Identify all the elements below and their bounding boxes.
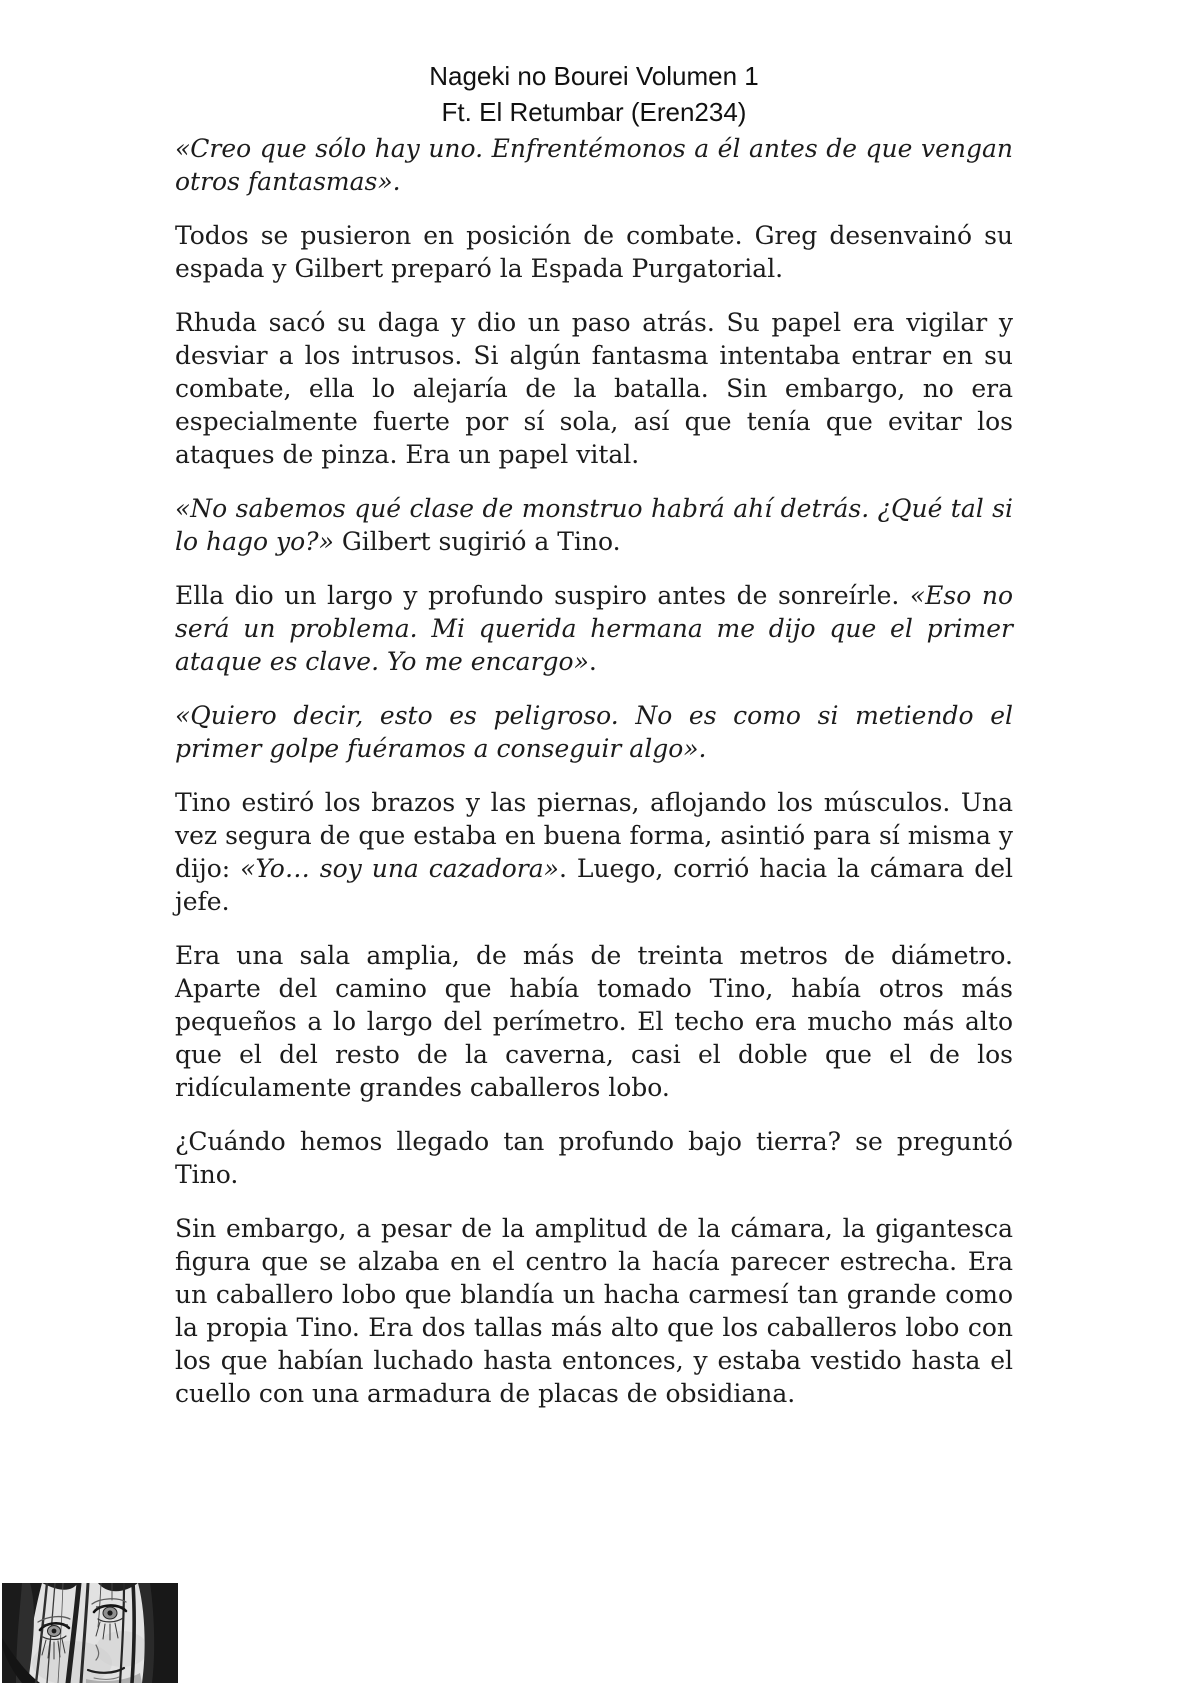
dialogue-text: «Creo que sólo hay uno. Enfrentémonos a él antes de que vengan otros fantasmas».: [175, 134, 1013, 196]
narration-text: ¿Cuándo hemos llegado tan profundo bajo tierra? se preguntó Tino.: [175, 1127, 1013, 1189]
narration-text: Sin embargo, a pesar de la amplitud de la cámara, la gigantesca figura que se alzaba en el centro la hacía parecer estrecha. Era un caballero lobo que blandía un hacha carmesí tan grande como la propia Tino. Era dos tallas más alto que los caballeros lobo con los que habían luchado hasta entonces, y estaba vestido hasta el cuello con una armadura de placas de obsidiana.: [175, 1214, 1013, 1408]
paragraph-2: [175, 219, 1013, 285]
dialogue-text: «Yo… soy una cazadora»: [240, 854, 559, 883]
dialogue-text: «Eso no será un problema. Mi querida hermana me dijo que el primer ataque es clave. Yo me encargo»: [175, 581, 1013, 676]
narration-text: Rhuda sacó su daga y dio un paso atrás. Su papel era vigilar y desviar a los intrusos. Si algún fantasma intentaba entrar en su combate, ella lo alejaría de la batalla. Sin embargo, no era especialmente fuerte por sí sola, así que tenía que evitar los ataques de pinza. Era un papel vital.: [175, 308, 1013, 469]
narration-text: Ella dio un largo y profundo suspiro antes de sonreírle.: [175, 581, 910, 610]
narration-text: .: [588, 647, 597, 676]
paragraph-10: [175, 1212, 1013, 1410]
dialogue-text: «Quiero decir, esto es peligroso. No es como si metiendo el primer golpe fuéramos a conseguir algo».: [175, 701, 1013, 763]
narration-text: Gilbert sugirió a Tino.: [341, 527, 621, 556]
paragraph-6: [175, 699, 1013, 765]
document-header: [175, 58, 1013, 130]
dialogue-text: «No sabemos qué clase de monstruo habrá ahí detrás. ¿Qué tal si lo hago yo?»: [175, 494, 1013, 556]
paragraph-3: [175, 306, 1013, 471]
paragraph-5: [175, 579, 1013, 678]
paragraph-4: [175, 492, 1013, 558]
narration-text: Tino estiró los brazos y las piernas, aflojando los músculos. Una vez segura de que estaba en buena forma, asintió para sí misma y dijo:: [175, 788, 1013, 883]
paragraph-1: [175, 132, 1013, 198]
narration-text: . Luego, corrió hacia la cámara del jefe.: [175, 854, 1014, 916]
document-title: Nageki no Bourei Volumen 1: [429, 61, 759, 91]
paragraph-9: [175, 1125, 1013, 1191]
narration-text: Era una sala amplia, de más de treinta metros de diámetro. Aparte del camino que había tomado Tino, había otros más pequeños a lo largo del perímetro. El techo era mucho más alto que el del resto de la caverna, casi el doble que el de los ridículamente grandes caballeros lobo.: [175, 941, 1013, 1102]
paragraph-8: [175, 939, 1013, 1104]
manga-face-image: [2, 1583, 178, 1683]
narration-text: Todos se pusieron en posición de combate. Greg desenvainó su espada y Gilbert preparó la Espada Purgatorial.: [175, 221, 1013, 283]
paragraph-7: [175, 786, 1013, 918]
document-subtitle: Ft. El Retumbar (Eren234): [441, 97, 747, 127]
document-body: [175, 132, 1013, 1431]
